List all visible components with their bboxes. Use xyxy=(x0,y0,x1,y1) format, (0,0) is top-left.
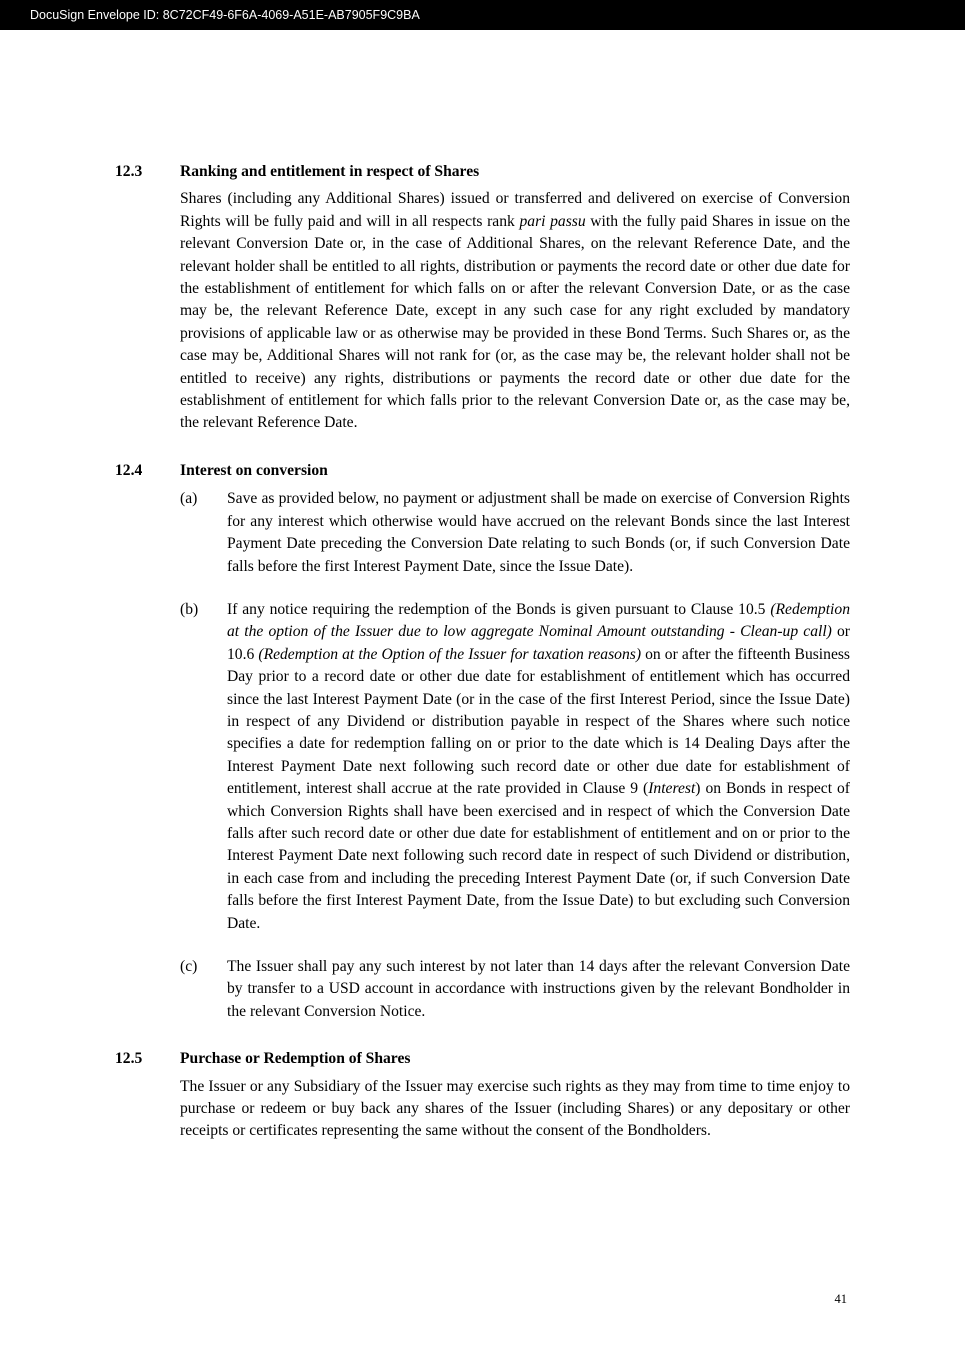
list-item xyxy=(180,956,850,1023)
italic-text-run: (Redemption at the option of the Issuer due to low aggregate Nominal Amount outstanding - Clean-up call) xyxy=(227,600,850,641)
section-title: Ranking and entitlement in respect of Shares xyxy=(180,163,480,180)
italic-text-run: (Redemption at the Option of the Issuer for taxation reasons) xyxy=(258,645,642,663)
item-text xyxy=(227,488,850,578)
paragraph xyxy=(180,188,850,434)
list-item xyxy=(180,599,850,935)
item-label: (c) xyxy=(180,958,198,975)
paragraph xyxy=(180,1076,850,1143)
page-number: 41 xyxy=(834,1292,847,1306)
section-heading xyxy=(115,460,850,482)
text-run: ) on Bonds in respect of which Conversion Rights shall have been exercised and in respect of which the Conversion Date falls after such record date or other due date for establishment of entitlement and on or prior to the Interest Payment Date next following such record date in respect of such Dividend or distribution, in each case from and including the preceding Interest Payment Date (or, if such Conversion Date falls before the first Interest Payment Date, from the Issue Date) to but excluding such Conversion Date. xyxy=(227,780,850,932)
section-heading xyxy=(115,1048,850,1070)
document-content xyxy=(115,30,850,1143)
docusign-header-bar xyxy=(0,0,965,30)
text-run: If any notice requiring the redemption of the Bonds is given pursuant to Clause 10.5 xyxy=(227,600,771,618)
item-label: (a) xyxy=(180,490,198,508)
text-run: with the fully paid Shares in issue on the relevant Conversion Date or, in the case of Additional Shares, on the relevant Reference Date, and the relevant holder shall be entitled to all rights, distribution or payments the record date or other due date for the establishment of entitlement for which falls on or after the relevant Conversion Date, or as the case may be, the relevant Reference Date, except in any such case for any right excluded by mandatory provisions of applicable law or as otherwise may be provided in these Bond Terms. Such Shares or, as the case may be, Additional Shares will not rank for (or, as the case may be, the relevant holder shall not be entitled to receive) any rights, distributions or payments the record date or other due date for the establishment of entitlement for which falls prior to the relevant Conversion Date or, as the case may be, the relevant Reference Date. xyxy=(180,212,851,432)
docusign-envelope-id: DocuSign Envelope ID: 8C72CF49-6F6A-4069-A51E-AB7905F9C9BA xyxy=(30,8,420,22)
text-run: on or after the fifteenth Business Day prior to a record date or other due date for establishment of entitlement which has occurred since the last Interest Payment Date (or in the case of the first Interest Period, since the Issue Date) in respect of any Dividend or distribution payable in respect of the Shares where such notice specifies a date for redemption falling on or prior to the date which is 14 Dealing Days after the Interest Payment Date next following such record date or other due date for establishment of entitlement, interest shall accrue at the rate provided in Clause 9 ( xyxy=(227,645,850,798)
text-run: or 10.6 xyxy=(227,623,851,663)
italic-text-run: Interest xyxy=(648,780,696,798)
section-number: 12.5 xyxy=(115,1050,143,1068)
text-run: Save as provided below, no payment or adjustment shall be made on exercise of Conversion Rights for any interest which otherwise would have accrued on the relevant Bonds since the last Interest Payment Date preceding the Conversion Date relating to such Bonds (or, if such Conversion Date falls before the first Interest Payment Date, since the Issue Date). xyxy=(227,490,850,575)
text-run: Shares (including any Additional Shares) issued or transferred and delivered on exercise of Conversion Rights will be fully paid and will in all respects rank xyxy=(180,190,850,230)
list-item xyxy=(180,488,850,578)
item-text xyxy=(227,599,850,935)
section-title: Purchase or Redemption of Shares xyxy=(180,1050,411,1068)
italic-text-run: pari passu xyxy=(519,212,586,230)
text-run: The Issuer or any Subsidiary of the Issuer may exercise such rights as they may from time to time enjoy to purchase or redeem or buy back any shares of the Issuer (including Shares) or any depositary or other receipts or certificates representing the same without the consent of the Bondholders. xyxy=(180,1077,850,1140)
section-number: 12.4 xyxy=(115,461,143,479)
item-label: (b) xyxy=(180,600,199,618)
text-run: The Issuer shall pay any such interest by not later than 14 days after the relevant Conversion Date by transfer to a USD account in accordance with instructions given by the relevant Bondholder in the relevant Conversion Notice. xyxy=(227,958,850,1020)
item-text xyxy=(227,956,850,1023)
section-number: 12.3 xyxy=(115,163,143,180)
section-heading xyxy=(115,161,850,183)
section-title: Interest on conversion xyxy=(180,461,328,479)
